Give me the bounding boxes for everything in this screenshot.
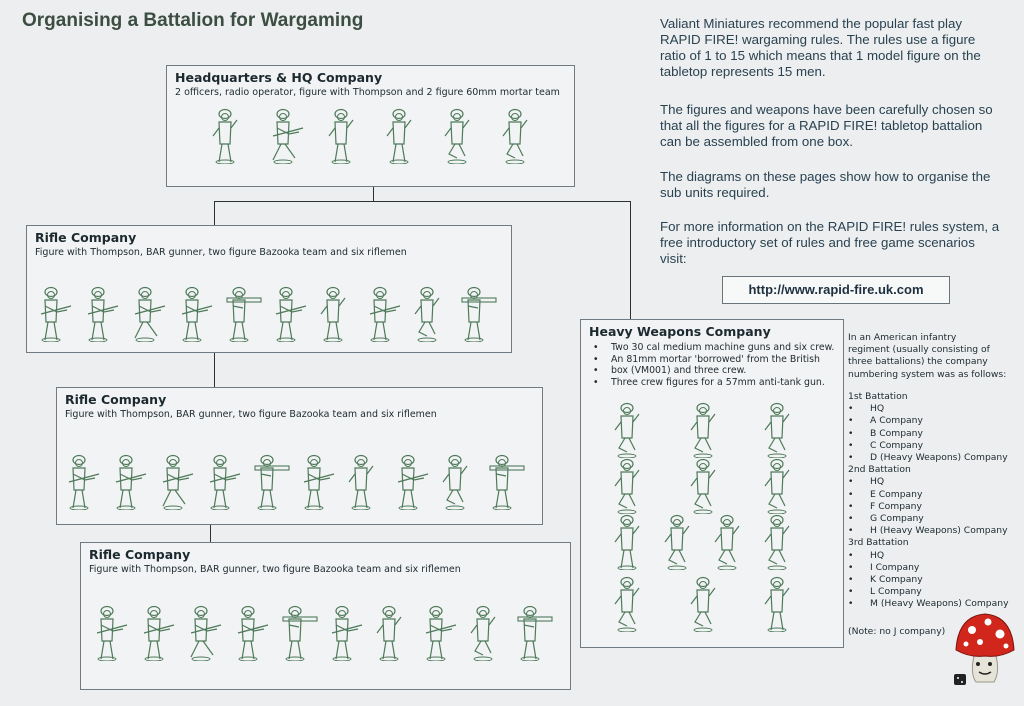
soldier-figure-icon [759,400,801,462]
soldier-figure-icon [456,284,498,346]
connector-left-down [214,201,215,225]
heavy-items [589,342,834,388]
soldier-figure-icon [174,284,216,346]
intro-p4: For more information on the RAPID FIRE! rules system, a free introductory set of rules and free game scenarios visit: [660,219,1000,266]
rifle-desc-1: Figure with Thompson, BAR gunner, two figure Bazooka team and six riflemen [35,247,407,258]
soldier-figure-icon [371,603,413,665]
soldier-figure-icon [362,284,404,346]
toadstool-logo-icon [952,606,1018,686]
battalion-1: 1st Battation • HQ • A Company • B Company • C Company • D (Heavy Weapons) Company 2nd Battation • HQ • E Company • F Company • G Company • H (Heavy Weapons) Company 3rd Battation • HQ • I Company • K Company • L Company • M (Heavy Weapons) Company [848,391,1009,611]
rifle-company-box-1 [26,225,512,353]
soldier-figure-icon [33,284,75,346]
soldier-figure-icon [155,452,197,514]
soldier-figure-icon [277,603,319,665]
connector-horizontal [214,201,631,202]
soldier-figure-icon [465,603,507,665]
rapid-fire-link[interactable]: http://www.rapid-fire.uk.com [722,276,950,304]
soldier-figure-icon [390,452,432,514]
soldier-figure-icon [136,603,178,665]
soldier-figure-icon [108,452,150,514]
rifle-title-3: Rifle Company [89,547,191,562]
soldier-figure-icon [609,400,651,462]
soldier-figure-icon [609,456,651,518]
soldier-figure-icon [127,284,169,346]
soldier-figure-icon [265,106,307,168]
heavy-item: • Two 30 cal medium machine guns and six crew. [589,342,834,354]
heavy-weapons-box [580,319,844,648]
rifle-title-2: Rifle Company [65,392,167,407]
soldier-figure-icon [609,574,651,636]
intro-p1: Valiant Miniatures recommend the popular fast play RAPID FIRE! wargaming rules. The rules use a figure ratio of 1 to 15 which means that 1 model figure on the tabletop represents 15 men. [660,16,981,79]
soldier-figure-icon [230,603,272,665]
soldier-figure-icon [80,284,122,346]
soldier-figure-icon [61,452,103,514]
soldier-figure-icon [759,574,801,636]
numbering-intro: In an American infantry regiment (usually consisting of three battalions) the company numbering system was as follows: [848,332,1007,380]
soldier-figure-icon [497,106,539,168]
heavy-item: • box (VM001) and three crew. [589,365,834,377]
soldier-figure-icon [609,512,651,574]
connector-rifle2-down [210,523,211,542]
rifle-desc-2: Figure with Thompson, BAR gunner, two figure Bazooka team and six riflemen [65,409,437,420]
connector-right-down [630,201,631,319]
soldier-figure-icon [659,512,701,574]
soldier-figure-icon [709,512,751,574]
soldier-figure-icon [183,603,225,665]
connector-hq-down [373,186,374,201]
page-title: Organising a Battalion for Wargaming [22,10,364,31]
soldier-figure-icon [249,452,291,514]
soldier-figure-icon [296,452,338,514]
hq-desc: 2 officers, radio operator, figure with Thompson and 2 figure 60mm mortar team [175,87,560,98]
intro-p2: The figures and weapons have been carefully chosen so that all the figures for a RAPID FIRE! tabletop battalion can be assembled from one box. [660,102,993,149]
soldier-figure-icon [409,284,451,346]
soldier-figure-icon [685,400,727,462]
soldier-figure-icon [343,452,385,514]
heavy-item: • Three crew figures for a 57mm anti-tank gun. [589,377,834,389]
hq-title: Headquarters & HQ Company [175,70,383,85]
soldier-figure-icon [324,603,366,665]
soldier-figure-icon [484,452,526,514]
soldier-figure-icon [759,512,801,574]
soldier-figure-icon [685,456,727,518]
numbering-note: (Note: no J company) [848,626,946,637]
heavy-title: Heavy Weapons Company [589,324,771,339]
soldier-figure-icon [685,574,727,636]
intro-p3: The diagrams on these pages show how to organise the sub units required. [660,169,991,200]
hq-company-box [166,65,575,187]
soldier-figure-icon [323,106,365,168]
soldier-figure-icon [381,106,423,168]
rifle-title-1: Rifle Company [35,230,137,245]
soldier-figure-icon [202,452,244,514]
rifle-company-box-3 [80,542,571,690]
soldier-figure-icon [268,284,310,346]
soldier-figure-icon [207,106,249,168]
soldier-figure-icon [315,284,357,346]
rifle-company-box-2 [56,387,543,525]
soldier-figure-icon [439,106,481,168]
connector-rifle1-down [214,351,215,387]
heavy-item: • An 81mm mortar 'borrowed' from the British [589,354,834,366]
soldier-figure-icon [221,284,263,346]
soldier-figure-icon [89,603,131,665]
soldier-figure-icon [759,456,801,518]
rifle-desc-3: Figure with Thompson, BAR gunner, two figure Bazooka team and six riflemen [89,564,461,575]
soldier-figure-icon [418,603,460,665]
soldier-figure-icon [437,452,479,514]
soldier-figure-icon [512,603,554,665]
